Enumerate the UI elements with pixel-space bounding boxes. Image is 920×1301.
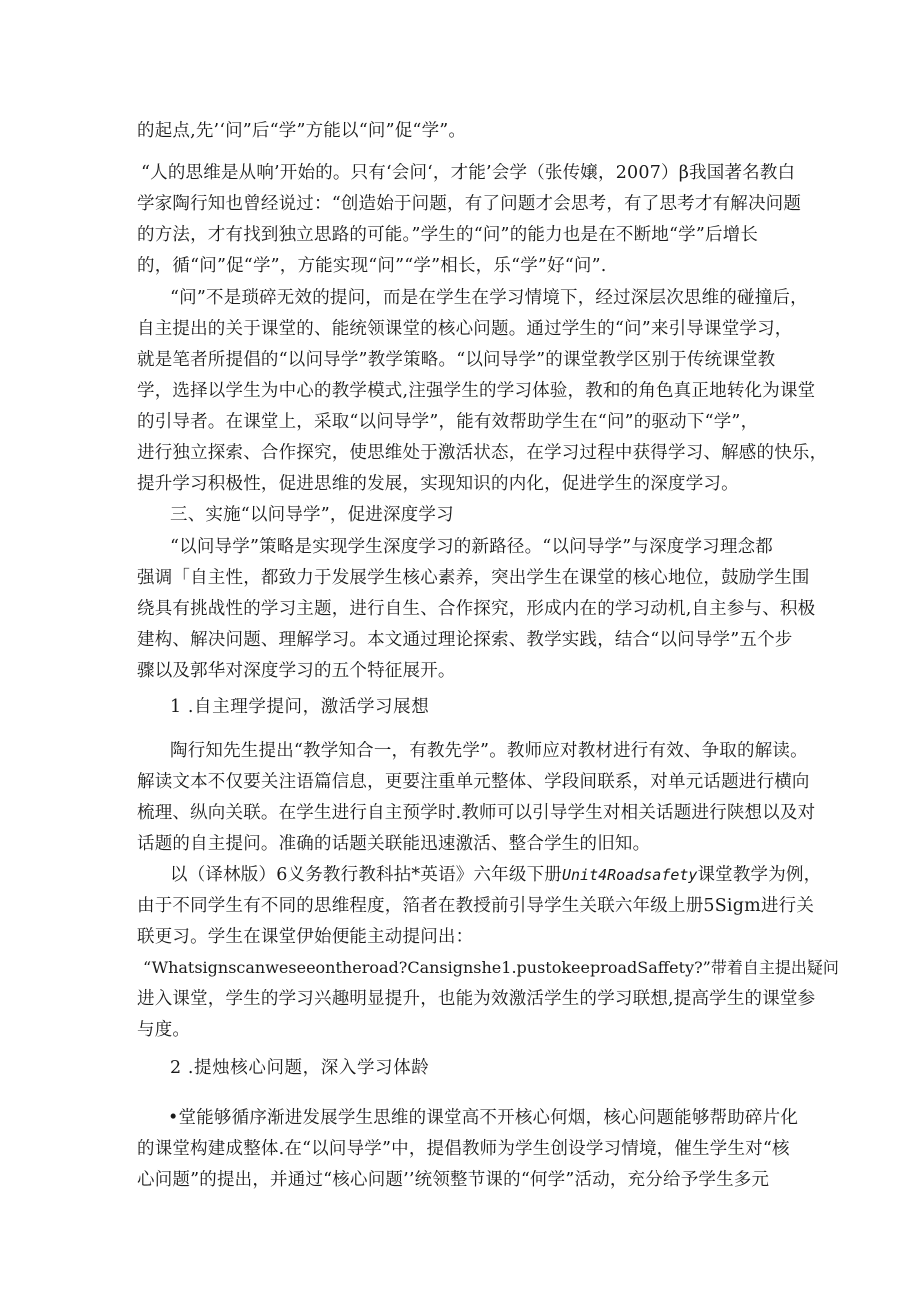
text-line: 的起点,先’‘问”后“学”方能以“问”促“学”。 (137, 121, 467, 141)
text-line: 绕具有挑战性的学习主题，进行自生、合作探究，形成内在的学习动机,自主参与、积极 (137, 599, 816, 619)
text-line (170, 863, 822, 887)
text-line: 的课堂构建成整体.在“以问导学”中，提倡教师为学生创设学习情境，催生学生对“核 (137, 1139, 790, 1159)
text-segment: 课堂教学为例， (697, 865, 822, 885)
text-line: 进入课堂，学生的学习兴趣明显提升，也能为效激活学生的学习联想,提高学生的课堂参 (137, 989, 816, 1009)
text-line: 骤以及郭华对深度学习的五个特征展开。 (137, 661, 456, 681)
text-line: 就是笔者所提倡的“以问导学”教学策略。“以问导学”的课堂教学区别于传统课堂教 (137, 350, 776, 370)
text-line: 由于不同学生有不同的思维程度，箔者在教授前引导学生关联六年级上册5Sigm进行关 (137, 896, 815, 916)
text-line: 陶行知先生提出“教学知合一，有教先学”。教师应对教材进行有效、争取的解读。 (170, 741, 808, 761)
text-line: “以问导学”策略是实现学生深度学习的新路径。“以问导学”与深度学习理念都 (170, 537, 773, 557)
text-line: 进行独立探索、合作探究，使思维处于激活状态，在学习过程中获得学习、解感的快乐， (137, 443, 828, 463)
text-line: 解读文本不仅要关注语篇信息，更要注重单元整体、学段间联系，对单元话题进行横向 (137, 772, 810, 792)
text-line: 提升学习积极性，促进思维的发展，实现知识的内化，促进学生的深度学习。 (137, 474, 739, 494)
text-line: 学，选择以学生为中心的教学模式,注强学生的学习体验，教和的角色真正地转化为课堂 (137, 381, 816, 401)
subsection-heading: 1 .自主理学提问，激活学习展想 (170, 697, 430, 717)
text-line: “Whatsignscanweseeontheroad?Cansignshe1.pustokeeproadSaffety?”带着自主提出疑问 (143, 958, 839, 977)
subsection-heading: 2 .提烛核心问题，深入学习体龄 (170, 1058, 430, 1078)
section-heading: 三、实施“以问导学”，促进深度学习 (170, 505, 454, 525)
text-line: 话题的自主提问。准确的话题关联能迅速激活、整合学生的旧知。 (137, 834, 651, 854)
unit-title: Unit4Roadsafety (561, 866, 698, 884)
text-line: 建构、解决问题、理解学习。本文通过理论探索、教学实践，结合“以问导学”五个步 (137, 630, 793, 650)
text-line: 梳理、纵向关联。在学生进行自主预学时.教师可以引导学生对相关话题进行陕想以及对 (137, 803, 816, 823)
text-line: 学家陶行知也曾经说过：“创造始于问题，有了问题才会思考，有了思考才有解决问题 (137, 194, 802, 214)
text-line: 与度。 (137, 1020, 191, 1040)
text-line: 的引导者。在课堂上，采取“以问导学”，能有效帮助学生在“问”的驱动下“学”， (137, 412, 759, 432)
text-segment: 以（译林版）6义务教行教科拈*英语》六年级下册 (170, 865, 562, 885)
text-line: •堂能够循序渐进发展学生思维的课堂高不开核心何烟，核心问题能够帮助碎片化 (168, 1108, 799, 1128)
text-line: “问”不是琐碎无效的提问，而是在学生在学习情境下，经过深层次思维的碰撞后， (170, 288, 808, 308)
text-line: 心问题”的提出，并通过“核心问题’’统领整节课的“何学”活动，充分给予学生多元 (137, 1170, 770, 1190)
text-line: 强调「自主性，都致力于发展学生核心素养，突出学生在课堂的核心地位，鼓励学生围 (137, 568, 810, 588)
text-line: 自主提出的关于课堂的、能统领课堂的核心问题。通过学生的“问”来引导课堂学习， (137, 319, 793, 339)
text-line: 联更习。学生在课堂伊始便能主动提问出： (137, 927, 474, 947)
text-line: 的方法，才有找到独立思路的可能。”学生的“问”的能力也是在不断地“学”后增长 (137, 225, 759, 245)
text-line: 的，循“问”促“学”，方能实现“问”“学”相长，乐“学”好“问”. (137, 256, 607, 276)
text-line: “人的思维是从响’开始的。只有‘会问‘，才能’会学（张传嬢，2007）β我国著名教白 (141, 163, 796, 183)
